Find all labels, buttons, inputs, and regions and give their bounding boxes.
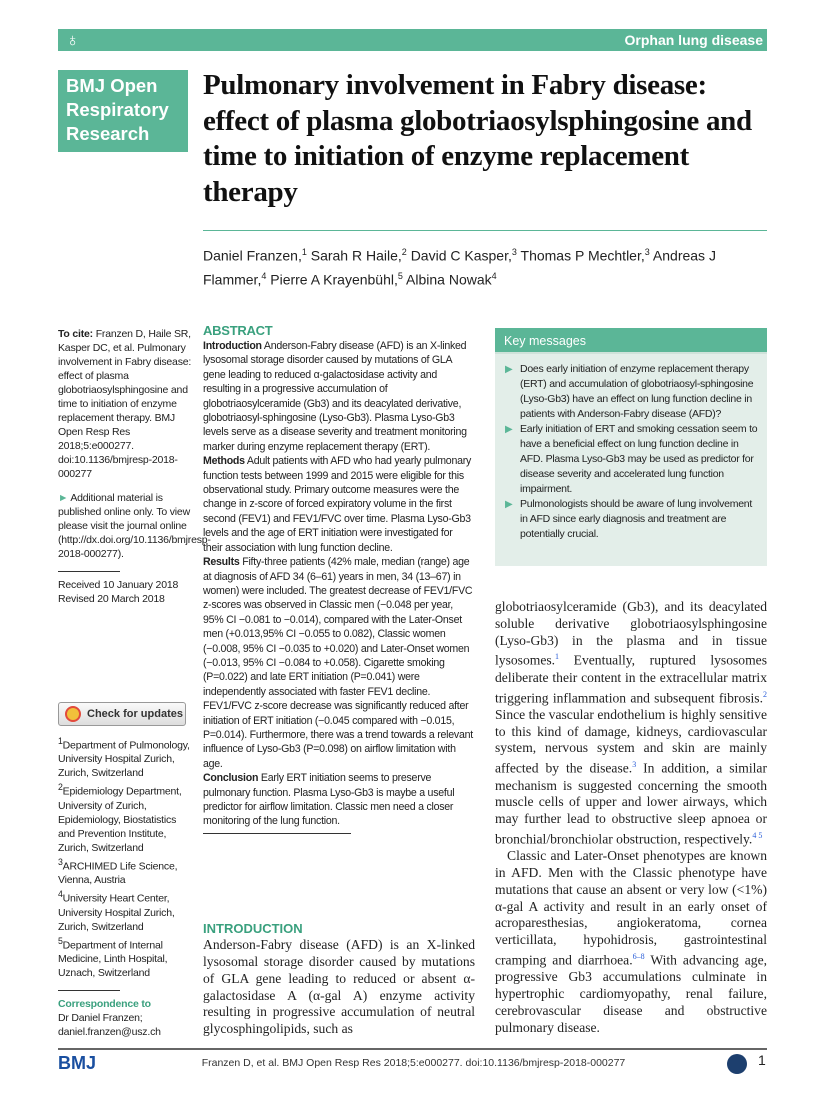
- journal-logo: BMJ Open Respiratory Research: [58, 70, 188, 152]
- abstract-section: [203, 454, 473, 555]
- citation-block: [58, 327, 211, 606]
- page-number: 1: [758, 1052, 766, 1068]
- correspondence-email[interactable]: daniel.franzen@usz.ch: [58, 1026, 161, 1038]
- middle-column: [203, 323, 475, 1038]
- affiliation-number: 1: [58, 735, 63, 746]
- affiliation-number: 5: [58, 935, 63, 946]
- section-label: Orphan lung disease: [624, 32, 763, 48]
- author-name: Sarah R Haile,: [310, 247, 402, 264]
- cite-label: To cite:: [58, 328, 93, 340]
- reference-link[interactable]: 2: [763, 689, 767, 699]
- body-paragraph: [495, 848, 767, 1036]
- abstract-section: [203, 555, 473, 771]
- reference-link[interactable]: 3: [632, 760, 637, 770]
- author-name: Albina Nowak: [406, 271, 492, 288]
- key-message-text: Pulmonologists should be aware of lung involvement in AFD since early diagnosis and treatment are potentially crucial.: [520, 498, 753, 540]
- society-seal-icon: [727, 1054, 747, 1074]
- body-text-segment: With advancing age, progressive Gb3 accumulations culminate in hypertrophic cardiomyopathy, renal failure, cerebrovascular disease and obstructive pulmonary disease.: [495, 952, 767, 1035]
- abstract-section: [203, 339, 473, 454]
- body-paragraph: [495, 599, 767, 848]
- abstract-section-text: Anderson-Fabry disease (AFD) is an X-linked lysosomal storage disorder caused by mutations of GLA gene leading to reduced α-galactosidase activity and resulting in a progressive accumulation of globotriaosylceramide (Gb3) and its deacylated derivative, globotriaosyl-sphingosine (Lyso-Gb3). Plasma Lyso-Gb3 levels serve as a disease severity and treatment monitoring marker during enzyme replacement therapy (ERT).: [203, 340, 467, 453]
- abstract-section: [203, 771, 473, 829]
- key-message-text: Does early initiation of enzyme replacement therapy (ERT) and accumulation of globotriaosyl-sphingosine (Lyso-Gb3) have an effect on lung function decline in patients with Anderson-Fabry disease (AFD)?: [520, 363, 754, 420]
- abstract-section-label: Conclusion: [203, 772, 259, 785]
- affiliation: [58, 780, 193, 855]
- abstract-section-text: Fifty-three patients (42% male, median (range) age at diagnosis of AFD 34 (6–61) years in men, 34 (13–67) in women) were included. The greatest decrease of FEV1/FVC z-scores was observed in Classic men (−0.048 per year, 95% CI −0.081 to −0.014), compared with the Later-Onset men (+0.013,95% CI −0.055 to 0.082), Classic women (−0.008, 95% CI −0.035 to +0.020) and Later-Onset women (−0.013, 95% CI −0.084 to +0.058). Cigarette smoking (P=0.022) and late ERT initiation (P=0.041) were independently associated with faster FEV1 decline. FEV1/FVC z-score decrease was significantly reduced after initiation of ERT initiation (−0.045 compared with −0.015, P=0.014). Furthermore, there was a trend towards a relevant influence of Lyso-Gb3 (P=0.098) on airflow limitation with age.: [203, 556, 473, 770]
- open-access-icon: ♁: [66, 30, 80, 50]
- divider: [203, 230, 767, 231]
- affiliation-text: ARCHIMED Life Science, Vienna, Austria: [58, 860, 178, 886]
- abstract-section-label: Results: [203, 556, 240, 569]
- footer-citation: Franzen D, et al. BMJ Open Resp Res 2018;5:e000277. doi:10.1136/bmjresp-2018-000277: [201, 1057, 626, 1069]
- key-message-item: [503, 362, 759, 422]
- divider: [58, 990, 120, 991]
- left-sidebar: [58, 327, 211, 1039]
- author-affiliation-ref: 4: [261, 270, 267, 281]
- arrow-icon: ▶: [505, 364, 513, 375]
- footer-divider: [58, 1048, 767, 1050]
- key-message-item: [503, 497, 759, 542]
- arrow-icon: ▶: [505, 499, 513, 510]
- body-text-segment: Eventually, ruptured lysosomes deliberate their content in the extracellular matrix triggering inflammation and subsequent fibrosis.: [495, 652, 767, 706]
- affiliation-text: Epidemiology Department, University of Zurich, Epidemiology, Biostatistics and Prevention Institute, Zurich, Switzerland: [58, 785, 182, 854]
- author-affiliation-ref: 4: [491, 270, 497, 281]
- affiliation: [58, 934, 193, 981]
- key-message-text: Early initiation of ERT and smoking cessation seem to have a beneficial effect on lung function decline in AFD. Plasma Lyso-Gb3 may be used as predictor for disease severity and accelerated lung function impairment.: [520, 423, 758, 495]
- affiliation-text: Department of Internal Medicine, Linth Hospital, Uznach, Switzerland: [58, 939, 168, 979]
- lower-sidebar: [58, 690, 193, 1040]
- author-affiliation-ref: 3: [644, 247, 650, 257]
- author-affiliation-ref: 5: [397, 270, 403, 281]
- abstract-section-text: Adult patients with AFD who had yearly pulmonary function tests between 1999 and 2015 were eligible for this observational study. Primary outcome measures were the change in z-score of forced expiratory volume in the first second (FEV1) and FEV1/FVC over time. Plasma Lyso-Gb3 levels and the age of ERT initiation were investigated for their association with lung function decline.: [203, 455, 472, 554]
- author-name: Pierre A Krayenbühl,: [270, 271, 398, 288]
- correspondence-label: Correspondence to: [58, 998, 151, 1010]
- revised-date: Revised 20 March 2018: [58, 593, 165, 605]
- affiliation-number: 3: [58, 856, 63, 867]
- divider: [203, 833, 351, 834]
- check-for-updates-button[interactable]: [58, 702, 186, 726]
- reference-link[interactable]: 4 5: [752, 830, 763, 840]
- received-date: Received 10 January 2018: [58, 579, 179, 591]
- body-text-segment: Since the vascular endothelium is highly sensitive to this kind of damage, kidneys, cardiovascular system, nervous system and skin are mainly affected by the disease.: [495, 706, 767, 776]
- arrow-icon: ▶: [505, 424, 513, 435]
- author-name: Andreas J Flammer,: [203, 247, 716, 288]
- author-name: Daniel Franzen,: [203, 247, 302, 264]
- affiliation-text: University Heart Center, University Hospital Zurich, Zurich, Switzerland: [58, 892, 175, 933]
- abstract-section-text: Early ERT initiation seems to preserve pulmonary function. Plasma Lyso-Gb3 is maybe a useful predictor for airflow limitation. Classic men need a closer monitoring of the lung function.: [203, 772, 455, 828]
- additional-material[interactable]: Additional material is published online only. To view please visit the journal online (http://dx.doi.org/10.1136/bmjresp-2018-000277).: [58, 492, 211, 560]
- author-name: David C Kasper,: [410, 247, 512, 264]
- abstract-heading: ABSTRACT: [203, 323, 273, 338]
- author-affiliation-ref: 3: [511, 247, 517, 257]
- author-name: Thomas P Mechtler,: [520, 247, 645, 264]
- author-affiliation-ref: 2: [401, 247, 407, 257]
- key-messages-heading: Key messages: [495, 328, 767, 354]
- affiliations: [58, 734, 193, 1040]
- article-title: Pulmonary involvement in Fabry disease: effect of plasma globotriaosylsphingosine and time to initiation of enzyme replacement therapy: [203, 69, 752, 208]
- affiliation: [58, 734, 193, 781]
- right-column: [495, 328, 767, 1037]
- article-header: [203, 68, 773, 289]
- abstract-section-label: Introduction: [203, 340, 262, 352]
- body-text-segment: globotriaosylceramide (Gb3), and its deacylated soluble derivative globotriaosylsphingosine (Lyso-Gb3) in the plasma and in tissue lysosomes.: [495, 599, 767, 668]
- divider: [58, 571, 120, 572]
- abstract-section-label: Methods: [203, 455, 245, 468]
- reference-link[interactable]: 1: [555, 652, 560, 662]
- affiliation-number: 4: [58, 889, 63, 899]
- affiliation-number: 2: [58, 782, 63, 792]
- correspondence-name: Dr Daniel Franzen;: [58, 1012, 143, 1024]
- affiliation-text: Department of Pulmonology, University Hospital Zurich, Zurich, Switzerland: [58, 739, 190, 779]
- key-message-item: [503, 422, 759, 497]
- affiliation: [58, 855, 193, 888]
- reference-link[interactable]: 6–8: [632, 952, 645, 962]
- introduction-heading: INTRODUCTION: [203, 921, 303, 937]
- check-updates-label: Check for updates: [87, 707, 183, 720]
- arrow-icon: ►: [58, 492, 69, 504]
- body-text-segment: In addition, a similar mechanism is suggested concerning the smooth muscle cells of upper and lower airways, which may further lead to obstructive sleep apnoea or bronchial/bronchiolar obstruction, respectively.: [495, 760, 767, 847]
- author-list: [203, 242, 763, 289]
- body-text-segment: Classic and Later-Onset phenotypes are known in AFD. Men with the Classic phenotype have mutations that cause an absent or very low (<1%) α-gal A activity and result in an early onset of acroparesthesias, angiokeratoma, cornea verticillata, hypohidrosis, gastrointestinal cramping and diarrhoea.: [495, 848, 767, 968]
- cite-text: Franzen D, Haile SR, Kasper DC, et al. Pulmonary involvement in Fabry disease: effect of plasma globotriaosylsphingosine and time to initiation of enzyme replacement therapy. BMJ Open Resp Res 2018;5:e000277. doi:10.1136/bmjresp-2018-000277: [58, 328, 192, 480]
- introduction: [203, 907, 475, 1038]
- key-messages-box: [495, 328, 767, 566]
- section-banner: [58, 29, 767, 51]
- body-text: [495, 599, 767, 1037]
- affiliation: [58, 887, 193, 934]
- bmj-logo: BMJ: [58, 1053, 97, 1073]
- abstract: [203, 323, 473, 834]
- introduction-text: Anderson-Fabry disease (AFD) is an X-linked lysosomal storage disorder caused by mutations of GLA gene leading to reduced or absent α-galactosidase A (α-gal A) enzyme activity resulting in progressive accumulation of neutral glycosphingolipids, such as: [203, 937, 475, 1037]
- crossmark-icon: [65, 706, 81, 722]
- author-affiliation-ref: 1: [301, 247, 307, 257]
